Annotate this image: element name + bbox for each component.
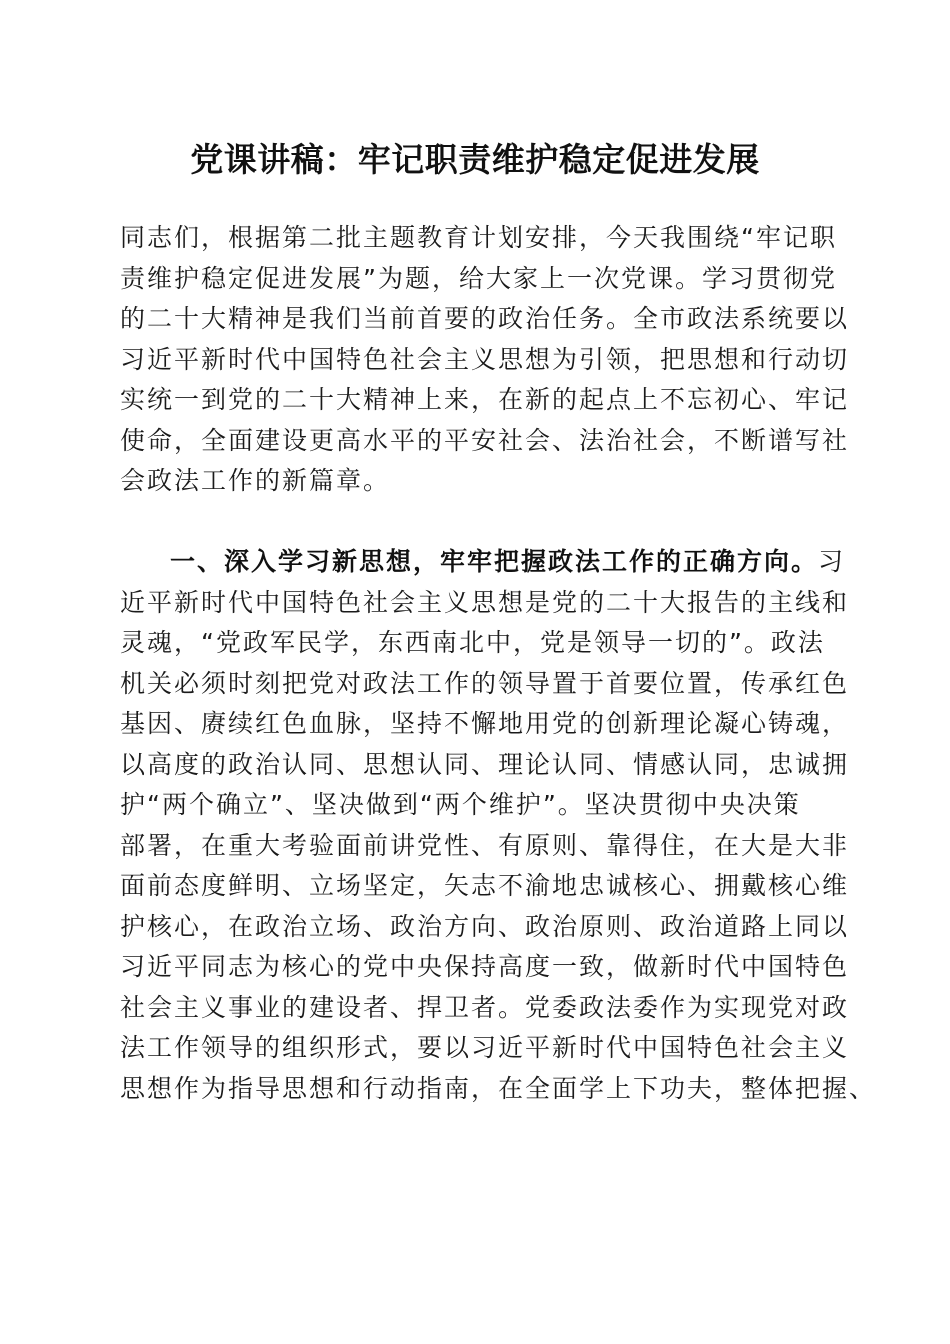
document-title: 党课讲稿：牢记职责维护稳定促进发展 [190,140,760,179]
text-line: 实统一到党的二十大精神上来，在新的起点上不忘初心、牢记 [120,385,850,414]
text-line: 思想作为指导思想和行动指南，在全面学上下功夫，整体把握、 [120,1073,877,1103]
text-line: 基因、赓续红色血脉，坚持不懈地用党的创新理论凝心铸魂， [120,709,850,738]
text-line: 部署，在重大考验面前讲党性、有原则、靠得住，在大是大非 [120,830,850,860]
text-line: 面前态度鲜明、立场坚定，矢志不渝地忠诚核心、拥戴核心维 [120,871,850,900]
text-line: 机关必须时刻把党对政法工作的领导置于首要位置，传承红色 [120,668,850,698]
text-line: 的二十大精神是我们当前首要的政治任务。全市政法系统要以 [120,304,850,333]
text-line: 习近平同志为核心的党中央保持高度一致，做新时代中国特色 [120,952,850,981]
section-first-line-rest: 习 [818,547,846,576]
text-line: 同志们，根据第二批主题教育计划安排，今天我围绕“牢记职 [120,223,837,252]
text-line: 灵魂，“党政军民学，东西南北中，党是领导一切的”。政法 [120,628,825,657]
text-line: 法工作领导的组织形式，要以习近平新时代中国特色社会主义 [120,1033,850,1062]
text-line: 习近平新时代中国特色社会主义思想为引领，把思想和行动切 [120,344,850,374]
text-line: 护“两个确立”、坚决做到“两个维护”。坚决贯彻中央决策 [120,790,801,819]
paragraph-intro [120,218,850,502]
section-heading: 一、深入学习新思想，牢牢把握政法工作的正确方向。 [170,547,819,576]
text-line: 以高度的政治认同、思想认同、理论认同、情感认同，忠诚拥 [120,749,850,779]
text-line: 会政法工作的新篇章。 [120,466,391,495]
text-line: 使命，全面建设更高水平的平安社会、法治社会，不断谱写社 [120,425,850,455]
paragraph-section-one [120,542,877,1109]
text-line: 护核心，在政治立场、政治方向、政治原则、政治道路上同以 [120,911,850,941]
text-line: 社会主义事业的建设者、捍卫者。党委政法委作为实现党对政 [120,992,850,1022]
text-line: 责维护稳定促进发展”为题，给大家上一次党课。学习贯彻党 [120,263,837,293]
section-first-line [120,542,846,583]
text-line: 近平新时代中国特色社会主义思想是党的二十大报告的主线和 [120,587,850,617]
